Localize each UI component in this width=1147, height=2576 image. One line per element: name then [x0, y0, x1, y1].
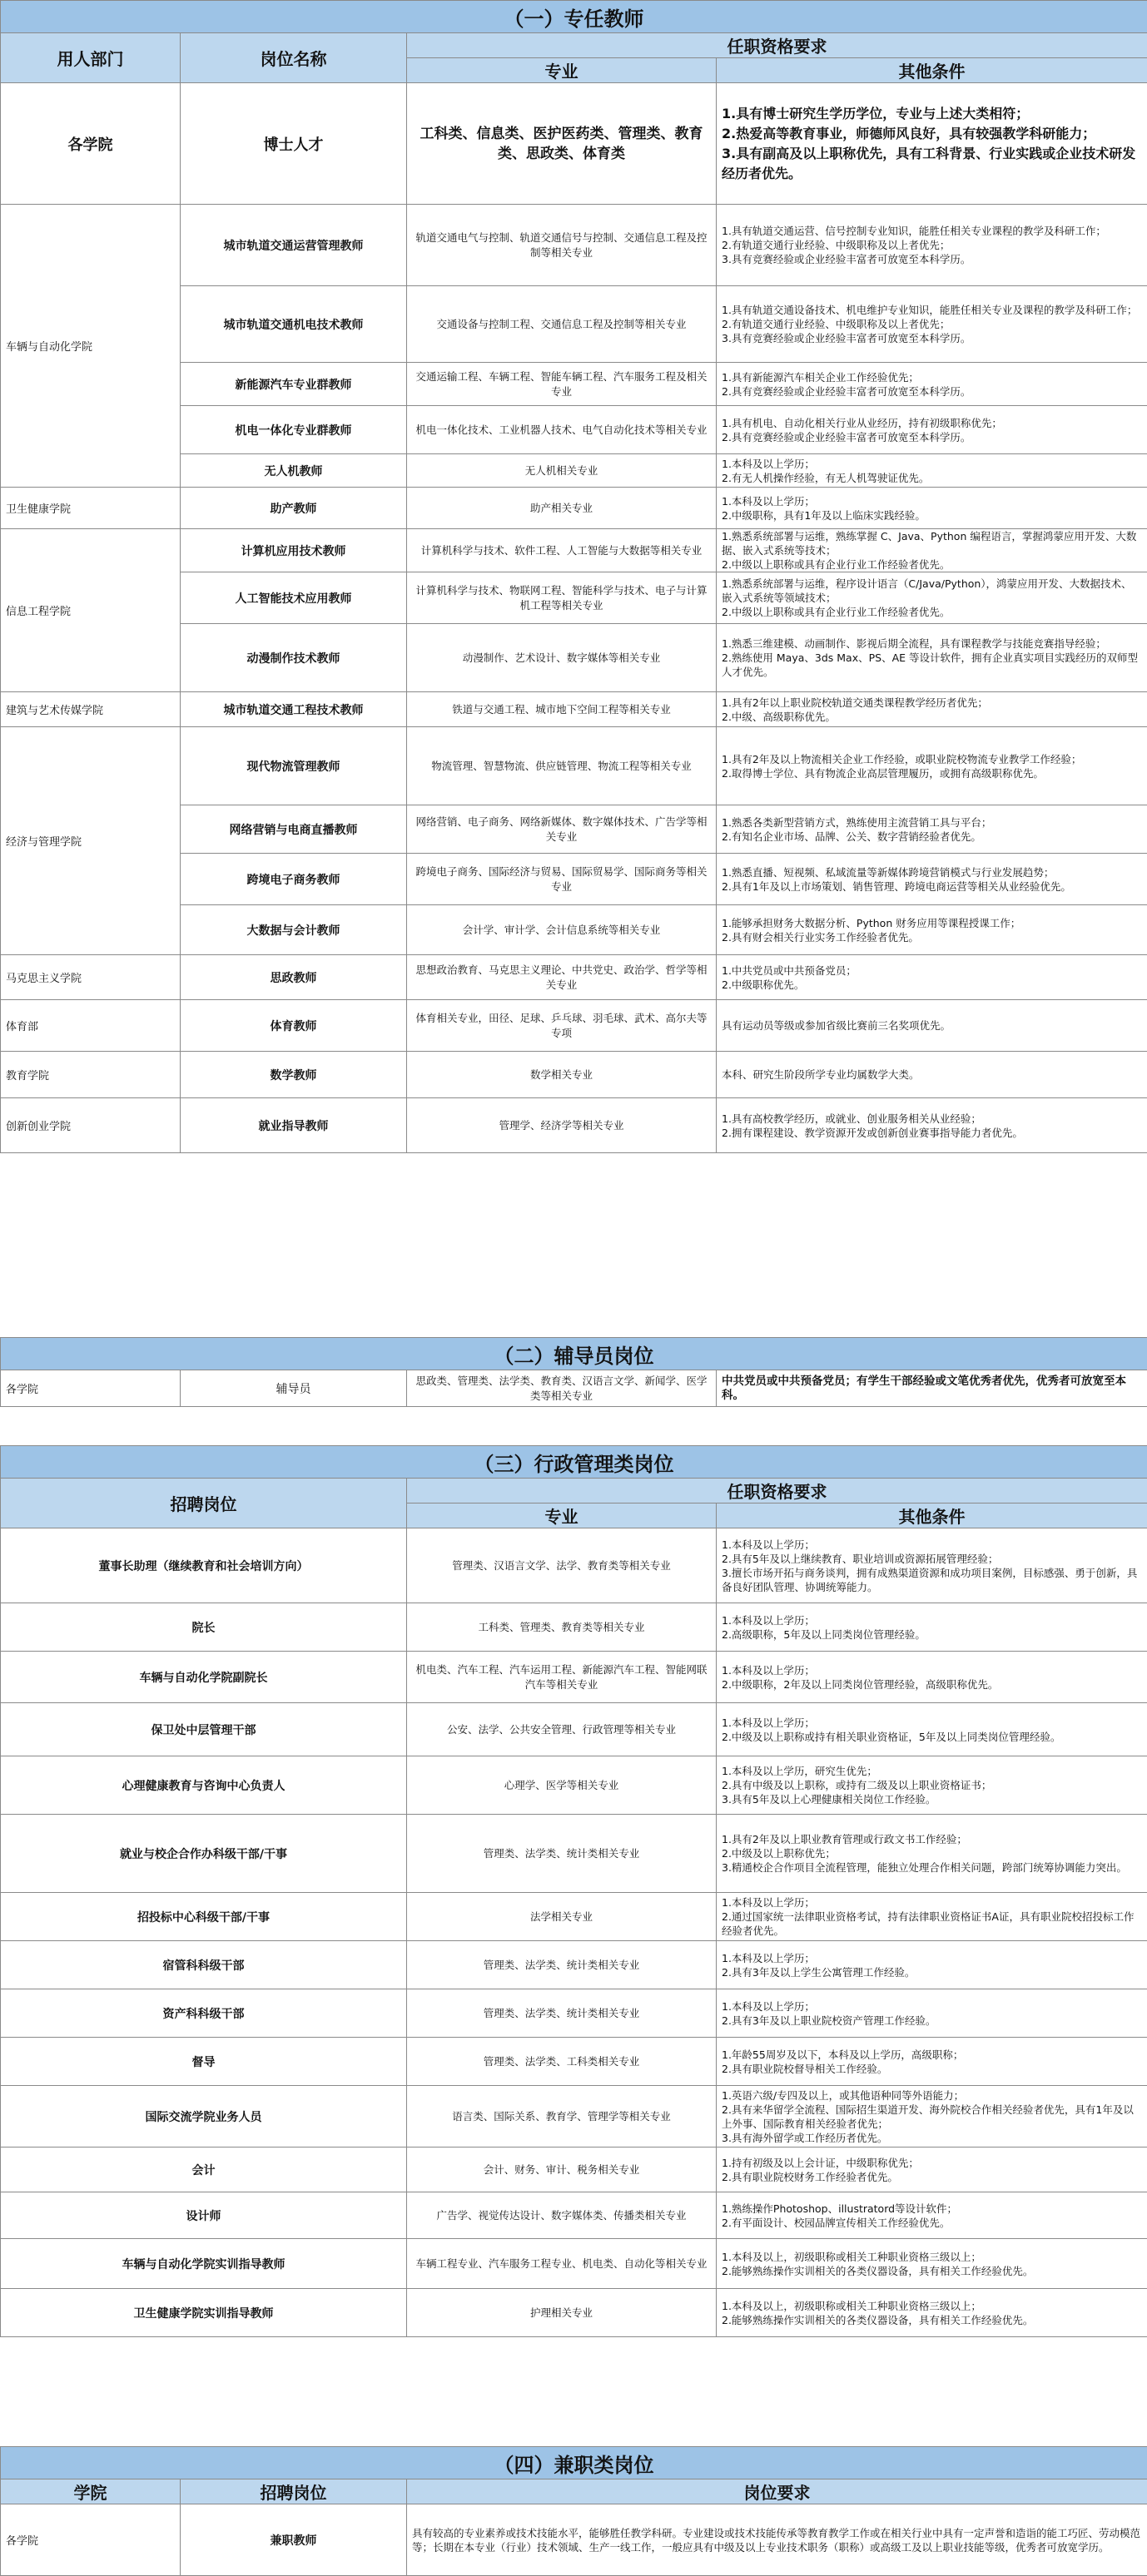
header-position: 招聘岗位	[181, 2479, 407, 2504]
requirement-line: 1.熟悉系统部署与运维，程序设计语言（C/Java/Python），鸿蒙应用开发、大数据技术、嵌入式系统等领域技术；	[722, 577, 1142, 605]
major-cell: 交通设备与控制工程、交通信息工程及控制等相关专业	[407, 286, 717, 363]
section-title: （四）兼职类岗位	[1, 2447, 1147, 2479]
major-cell: 护理相关专业	[407, 2289, 717, 2337]
table-row	[1, 2289, 1147, 2337]
position-cell: 设计师	[1, 2192, 407, 2239]
header-other: 其他条件	[717, 1503, 1147, 1528]
position-cell: 就业指导教师	[181, 1098, 407, 1153]
header-major: 专业	[407, 58, 717, 83]
requirement-line: 2.通过国家统一法律职业资格考试，持有法律职业资格证书A证，具有职业院校招投标工作经验者优先。	[722, 1910, 1142, 1938]
requirement-line: 2.具有财会相关行业实务工作经验者优先。	[722, 930, 1142, 944]
requirement-line: 2.具有中级及以上职称，或持有二级及以上职业资格证书；	[722, 1778, 1142, 1792]
position-cell: 城市轨道交通机电技术教师	[181, 286, 407, 363]
other-cell	[717, 2192, 1147, 2239]
major-cell: 管理学、经济学等相关专业	[407, 1098, 717, 1153]
major-cell: 法学相关专业	[407, 1893, 717, 1941]
requirement-line: 2.熟练使用 Maya、3ds Max、PS、AE 等设计软件，拥有企业真实项目实践经历的双师型人才优先。	[722, 651, 1142, 679]
position-cell: 就业与校企合作办科级干部/干事	[1, 1815, 407, 1893]
table-row	[1, 1941, 1147, 1989]
requirement-line: 1.本科及以上，初级职称或相关工种职业资格三级以上；	[722, 2299, 1142, 2313]
position-cell: 博士人才	[181, 83, 407, 205]
requirement-line: 2.能够熟练操作实训相关的各类仪器设备，具有相关工作经验优先。	[722, 2313, 1142, 2327]
requirement-line: 1.具有轨道交通设备技术、机电维护专业知识，能胜任相关专业及课程的教学及科研工作；	[722, 303, 1142, 317]
section-title: （一）专任教师	[1, 1, 1147, 33]
position-cell: 现代物流管理教师	[181, 727, 407, 805]
major-cell: 无人机相关专业	[407, 454, 717, 488]
requirement-line: 3.具有竞赛经验或企业经验丰富者可放宽至本科学历。	[722, 252, 1142, 266]
requirement-line: 1.具有博士研究生学历学位，专业与上述大类相符；	[722, 104, 1142, 124]
position-cell: 助产教师	[181, 488, 407, 529]
major-cell: 语言类、国际关系、教育学、管理学等相关专业	[407, 2086, 717, 2147]
table-row	[1, 2504, 1147, 2576]
position-cell: 兼职教师	[181, 2504, 407, 2576]
requirement-line: 1.本科及以上学历；	[722, 1895, 1142, 1910]
requirement-line: 2.高级职称，5年及以上同类岗位管理经验。	[722, 1627, 1142, 1642]
other-cell	[717, 1756, 1147, 1815]
requirement-line: 1.熟悉各类新型营销方式，熟练使用主流营销工具与平台；	[722, 815, 1142, 830]
other-cell	[717, 488, 1147, 529]
position-cell: 督导	[1, 2038, 407, 2086]
requirement-line: 2.具有竞赛经验或企业经验丰富者可放宽至本科学历。	[722, 430, 1142, 444]
table-row	[1, 1603, 1147, 1652]
other-cell	[717, 1703, 1147, 1756]
requirement-line: 2.有知名企业市场、品牌、公关、数字营销经验者优先。	[722, 830, 1142, 844]
requirement-line: 2.中级职称优先。	[722, 978, 1142, 992]
other-cell	[717, 905, 1147, 955]
position-cell: 新能源汽车专业群教师	[181, 363, 407, 406]
position-cell: 辅导员	[181, 1370, 407, 1407]
position-cell: 城市轨道交通运营管理教师	[181, 205, 407, 286]
table-row	[1, 205, 1147, 286]
requirement-line: 2.取得博士学位、具有物流企业高层管理履历，或拥有高级职称优先。	[722, 766, 1142, 780]
table-row	[1, 1989, 1147, 2038]
other-cell	[717, 83, 1147, 205]
position-cell: 心理健康教育与咨询中心负责人	[1, 1756, 407, 1815]
table-row	[1, 955, 1147, 1000]
requirement-line: 2.具有5年及以上继续教育、职业培训或资源拓展管理经验；	[722, 1552, 1142, 1566]
other-cell	[717, 955, 1147, 1000]
position-cell: 无人机教师	[181, 454, 407, 488]
requirement-line: 2.有无人机操作经验，有无人机驾驶证优先。	[722, 471, 1142, 485]
requirement-line: 2.中级职称，具有1年及以上临床实践经验。	[722, 508, 1142, 523]
other-cell	[717, 1098, 1147, 1153]
requirement-line: 具有运动员等级或参加省级比赛前三名奖项优先。	[722, 1018, 1142, 1033]
table-row	[1, 1893, 1147, 1941]
major-cell: 数学相关专业	[407, 1052, 717, 1098]
requirement-line: 1.中共党员或中共预备党员；	[722, 964, 1142, 978]
other-cell	[717, 805, 1147, 854]
major-cell: 助产相关专业	[407, 488, 717, 529]
other-cell	[717, 363, 1147, 406]
requirement-line: 3.具有5年及以上心理健康相关岗位工作经验。	[722, 1792, 1142, 1806]
requirement-line: 1.具有2年及以上职业教育管理或行政文书工作经验；	[722, 1832, 1142, 1846]
other-cell	[717, 624, 1147, 692]
major-cell: 管理类、法学类、统计类相关专业	[407, 1815, 717, 1893]
section-title: （二）辅导员岗位	[1, 1338, 1147, 1370]
position-cell: 资产科科级干部	[1, 1989, 407, 2038]
dept-cell: 教育学院	[1, 1052, 181, 1098]
other-cell	[717, 1815, 1147, 1893]
requirement-line: 2.拥有课程建设、教学资源开发或创新创业赛事指导能力者优先。	[722, 1126, 1142, 1140]
requirement-line: 1.熟悉直播、短视频、私域流量等新媒体跨境营销模式与行业发展趋势；	[722, 865, 1142, 879]
major-cell: 管理类、汉语言文学、法学、教育类等相关专业	[407, 1528, 717, 1603]
table-row	[1, 1815, 1147, 1893]
requirement-line: 1.持有初级及以上会计证，中级职称优先；	[722, 2156, 1142, 2170]
requirement-line: 3.具有海外留学或工作经历者优先。	[722, 2131, 1142, 2145]
section-title: （三）行政管理类岗位	[1, 1446, 1147, 1479]
other-cell	[717, 1893, 1147, 1941]
position-cell: 大数据与会计教师	[181, 905, 407, 955]
other-cell	[717, 529, 1147, 572]
requirement-line: 2.能够熟练操作实训相关的各类仪器设备，具有相关工作经验优先。	[722, 2264, 1142, 2278]
table-row	[1, 1370, 1147, 1407]
requirement-line: 1.本科及以上学历；	[722, 1613, 1142, 1627]
other-cell	[717, 2086, 1147, 2147]
major-cell: 会计学、审计学、会计信息系统等相关专业	[407, 905, 717, 955]
requirement-line: 2.中级及以上职称或持有相关职业资格证，5年及以上同类岗位管理经验。	[722, 1730, 1142, 1744]
dept-cell: 信息工程学院	[1, 529, 181, 692]
requirement-line: 2.中级以上职称或具有企业行业工作经验者优先。	[722, 605, 1142, 619]
other-cell	[717, 1000, 1147, 1052]
dept-cell: 各学院	[1, 2504, 181, 2576]
major-cell: 管理类、法学类、统计类相关专业	[407, 1989, 717, 2038]
major-cell: 管理类、法学类、工科类相关专业	[407, 2038, 717, 2086]
position-cell: 招投标中心科级干部/干事	[1, 1893, 407, 1941]
table-row	[1, 488, 1147, 529]
major-cell: 工科类、管理类、教育类等相关专业	[407, 1603, 717, 1652]
other-cell	[717, 1652, 1147, 1703]
other-cell	[717, 1603, 1147, 1652]
dept-cell: 建筑与艺术传媒学院	[1, 692, 181, 727]
other-cell	[717, 454, 1147, 488]
requirement-line: 2.中级以上职称或具有企业行业工作经验者优先。	[722, 557, 1142, 572]
requirements-cell: 具有较高的专业素养或技术技能水平，能够胜任教学科研。专业建设或技术技能传承等教育教学工作或在相关行业中具有一定声誉和造诣的能工巧匠、劳动模范等；长期在本专业（行业）技术领域、生产一线工作，一般应具有中级及以上专业技术职务（职称）或高级工及以上职业技能等级，优秀者可放宽学历。	[407, 2504, 1147, 2576]
major-cell: 交通运输工程、车辆工程、智能车辆工程、汽车服务工程及相关专业	[407, 363, 717, 406]
dept-cell: 体育部	[1, 1000, 181, 1052]
requirement-line: 1.具有机电、自动化相关行业从业经历，持有初级职称优先；	[722, 416, 1142, 430]
other-cell	[717, 205, 1147, 286]
other-cell	[717, 692, 1147, 727]
part-time-table	[0, 2446, 1147, 2576]
position-cell: 机电一体化专业群教师	[181, 406, 407, 454]
section-full-time-teachers	[0, 0, 1147, 1153]
position-cell: 保卫处中层管理干部	[1, 1703, 407, 1756]
table-row	[1, 1756, 1147, 1815]
table-row	[1, 2147, 1147, 2192]
dept-cell: 车辆与自动化学院	[1, 205, 181, 488]
requirement-line: 1.本科及以上学历；	[722, 1716, 1142, 1730]
major-cell: 工科类、信息类、医护医药类、管理类、教育类、思政类、体育类	[407, 83, 717, 205]
table-row	[1, 1000, 1147, 1052]
section-admin	[0, 1445, 1147, 2337]
header-requirements: 岗位要求	[407, 2479, 1147, 2504]
table-row	[1, 2192, 1147, 2239]
dept-cell: 各学院	[1, 83, 181, 205]
position-cell: 会计	[1, 2147, 407, 2192]
requirement-line: 1.本科及以上学历；	[722, 1538, 1142, 1552]
dept-cell: 经济与管理学院	[1, 727, 181, 955]
table-row	[1, 1052, 1147, 1098]
requirement-line: 1.具有新能源汽车相关企业工作经验优先；	[722, 370, 1142, 384]
requirement-line: 2.具有1年及以上市场策划、销售管理、跨境电商运营等相关从业经验优先。	[722, 879, 1142, 894]
position-cell: 体育教师	[181, 1000, 407, 1052]
requirement-line: 1.本科及以上学历；	[722, 1951, 1142, 1965]
requirement-line: 3.精通校企合作项目全流程管理，能独立处理合作相关问题，跨部门统筹协调能力突出。	[722, 1860, 1142, 1875]
table-row	[1, 692, 1147, 727]
requirement-line: 本科、研究生阶段所学专业均属数学大类。	[722, 1068, 1142, 1082]
major-cell: 体育相关专业，田径、足球、乒乓球、羽毛球、武术、高尔夫等专项	[407, 1000, 717, 1052]
requirement-line: 2.有轨道交通行业经验、中级职称及以上者优先；	[722, 317, 1142, 331]
requirement-line: 1.英语六级/专四及以上，或其他语种同等外语能力；	[722, 2088, 1142, 2103]
other-cell	[717, 2038, 1147, 2086]
requirement-line: 1.熟练操作Photoshop、illustratord等设计软件；	[722, 2202, 1142, 2216]
position-cell: 国际交流学院业务人员	[1, 2086, 407, 2147]
section-counselor	[0, 1337, 1147, 1407]
requirement-line: 1.能够承担财务大数据分析、Python 财务应用等课程授课工作；	[722, 916, 1142, 930]
position-cell: 院长	[1, 1603, 407, 1652]
major-cell: 广告学、视觉传达设计、数字媒体类、传播类相关专业	[407, 2192, 717, 2239]
table-row	[1, 83, 1147, 205]
requirement-line: 3.具有竞赛经验或企业经验丰富者可放宽至本科学历。	[722, 331, 1142, 345]
major-cell: 管理类、法学类、统计类相关专业	[407, 1941, 717, 1989]
table-row	[1, 1703, 1147, 1756]
header-dept: 学院	[1, 2479, 181, 2504]
dept-cell: 创新创业学院	[1, 1098, 181, 1153]
dept-cell: 马克思主义学院	[1, 955, 181, 1000]
requirement-line: 2.具有来华留学全流程、国际招生渠道开发、海外院校合作相关经验者优先，具有1年及以上外事、国际教育相关经验者优先；	[722, 2103, 1142, 2131]
major-cell: 机电类、汽车工程、汽车运用工程、新能源汽车工程、智能网联汽车等相关专业	[407, 1652, 717, 1703]
position-cell: 车辆与自动化学院副院长	[1, 1652, 407, 1703]
table-row	[1, 1528, 1147, 1603]
requirement-line: 1.熟悉系统部署与运维，熟练掌握 C、Java、Python 编程语言，掌握鸿蒙应用开发、大数据、嵌入式系统等技术；	[722, 529, 1142, 557]
other-cell	[717, 406, 1147, 454]
other-cell	[717, 1941, 1147, 1989]
requirement-line: 1.具有2年及以上物流相关企业工作经验，或职业院校物流专业教学工作经验；	[722, 752, 1142, 766]
major-cell: 轨道交通电气与控制、轨道交通信号与控制、交通信息工程及控制等相关专业	[407, 205, 717, 286]
other-cell	[717, 2239, 1147, 2289]
major-cell: 会计、财务、审计、税务相关专业	[407, 2147, 717, 2192]
requirement-line: 1.具有高校教学经历，或就业、创业服务相关从业经验；	[722, 1112, 1142, 1126]
table-row	[1, 2239, 1147, 2289]
requirement-line: 1.本科及以上学历，研究生优先；	[722, 1764, 1142, 1778]
header-position: 招聘岗位	[1, 1479, 407, 1528]
requirement-line: 2.具有职业院校财务工作经验者优先。	[722, 2170, 1142, 2184]
major-cell: 计算机科学与技术、软件工程、人工智能与大数据等相关专业	[407, 529, 717, 572]
position-cell: 网络营销与电商直播教师	[181, 805, 407, 854]
header-other: 其他条件	[717, 58, 1147, 83]
position-cell: 动漫制作技术教师	[181, 624, 407, 692]
requirement-line: 2.具有竞赛经验或企业经验丰富者可放宽至本科学历。	[722, 384, 1142, 399]
requirement-line: 1.年龄55周岁及以下，本科及以上学历，高级职称；	[722, 2048, 1142, 2062]
header-requirements: 任职资格要求	[407, 33, 1147, 58]
requirement-line: 1.具有2年以上职业院校轨道交通类课程教学经历者优先；	[722, 696, 1142, 710]
position-cell: 思政教师	[181, 955, 407, 1000]
position-cell: 城市轨道交通工程技术教师	[181, 692, 407, 727]
other-cell	[717, 2289, 1147, 2337]
requirement-line: 1.具有轨道交通运营、信号控制专业知识，能胜任相关专业课程的教学及科研工作；	[722, 224, 1142, 238]
requirement-line: 2.中级职称，2年及以上同类岗位管理经验，高级职称优先。	[722, 1677, 1142, 1692]
table-row	[1, 2038, 1147, 2086]
requirement-line: 1.本科及以上学历；	[722, 1663, 1142, 1677]
position-cell: 数学教师	[181, 1052, 407, 1098]
requirement-line: 1.熟悉三维建模、动画制作、影视后期全流程，具有课程教学与技能竞赛指导经验；	[722, 637, 1142, 651]
requirement-line: 2.具有3年及以上学生公寓管理工作经验。	[722, 1965, 1142, 1979]
position-cell: 人工智能技术应用教师	[181, 572, 407, 624]
header-major: 专业	[407, 1503, 717, 1528]
requirement-line: 2.有平面设计、校园品牌宣传相关工作经验优先。	[722, 2216, 1142, 2230]
major-cell: 动漫制作、艺术设计、数字媒体等相关专业	[407, 624, 717, 692]
other-cell	[717, 1989, 1147, 2038]
requirement-line: 3.具有副高及以上职称优先，具有工科背景、行业实践或企业技术研发经历者优先。	[722, 144, 1142, 184]
major-cell: 计算机科学与技术、物联网工程、智能科学与技术、电子与计算机工程等相关专业	[407, 572, 717, 624]
major-cell: 铁道与交通工程、城市地下空间工程等相关专业	[407, 692, 717, 727]
requirement-line: 3.擅长市场开拓与商务谈判，拥有成熟渠道资源和成功项目案例，目标感强、勇于创新，具备良好团队管理、协调统筹能力。	[722, 1566, 1142, 1594]
major-cell: 思政类、管理类、法学类、教育类、汉语言文学、新闻学、医学类等相关专业	[407, 1370, 717, 1407]
other-cell	[717, 1052, 1147, 1098]
requirement-line: 2.中级、高级职称优先。	[722, 710, 1142, 724]
other-cell: 中共党员或中共预备党员；有学生干部经验或文笔优秀者优先，优秀者可放宽至本科。	[717, 1370, 1147, 1407]
position-cell: 车辆与自动化学院实训指导教师	[1, 2239, 407, 2289]
dept-cell: 各学院	[1, 1370, 181, 1407]
full-time-teachers-table	[0, 0, 1147, 1153]
position-cell: 宿管科科级干部	[1, 1941, 407, 1989]
requirement-line: 2.有轨道交通行业经验、中级职称及以上者优先；	[722, 238, 1142, 252]
requirement-line: 2.具有3年及以上职业院校资产管理工作经验。	[722, 2014, 1142, 2028]
other-cell	[717, 2147, 1147, 2192]
requirement-line: 2.热爱高等教育事业，师德师风良好，具有较强教学科研能力；	[722, 124, 1142, 144]
requirement-line: 2.具有职业院校督导相关工作经验。	[722, 2062, 1142, 2076]
requirement-line: 1.本科及以上学历；	[722, 457, 1142, 471]
position-cell: 卫生健康学院实训指导教师	[1, 2289, 407, 2337]
major-cell: 机电一体化技术、工业机器人技术、电气自动化技术等相关专业	[407, 406, 717, 454]
other-cell	[717, 727, 1147, 805]
other-cell	[717, 1528, 1147, 1603]
requirement-line: 1.本科及以上学历；	[722, 1999, 1142, 2014]
major-cell: 物流管理、智慧物流、供应链管理、物流工程等相关专业	[407, 727, 717, 805]
table-row	[1, 1098, 1147, 1153]
other-cell	[717, 286, 1147, 363]
requirement-line: 1.本科及以上，初级职称或相关工种职业资格三级以上；	[722, 2250, 1142, 2264]
major-cell: 思想政治教育、马克思主义理论、中共党史、政治学、哲学等相关专业	[407, 955, 717, 1000]
admin-table	[0, 1445, 1147, 2337]
other-cell	[717, 854, 1147, 905]
requirement-line: 2.中级及以上职称优先；	[722, 1846, 1142, 1860]
major-cell: 公安、法学、公共安全管理、行政管理等相关专业	[407, 1703, 717, 1756]
table-row	[1, 727, 1147, 805]
requirement-line: 1.本科及以上学历；	[722, 494, 1142, 508]
table-row	[1, 2086, 1147, 2147]
table-row	[1, 529, 1147, 572]
dept-cell: 卫生健康学院	[1, 488, 181, 529]
table-row	[1, 1652, 1147, 1703]
other-cell	[717, 572, 1147, 624]
major-cell: 心理学、医学等相关专业	[407, 1756, 717, 1815]
major-cell: 车辆工程专业、汽车服务工程专业、机电类、自动化等相关专业	[407, 2239, 717, 2289]
header-position: 岗位名称	[181, 33, 407, 83]
header-requirements: 任职资格要求	[407, 1479, 1147, 1503]
position-cell: 跨境电子商务教师	[181, 854, 407, 905]
major-cell: 网络营销、电子商务、网络新媒体、数字媒体技术、广告学等相关专业	[407, 805, 717, 854]
position-cell: 董事长助理（继续教育和社会培训方向）	[1, 1528, 407, 1603]
position-cell: 计算机应用技术教师	[181, 529, 407, 572]
section-part-time	[0, 2446, 1147, 2576]
header-dept: 用人部门	[1, 33, 181, 83]
counselor-table	[0, 1337, 1147, 1407]
major-cell: 跨境电子商务、国际经济与贸易、国际贸易学、国际商务等相关专业	[407, 854, 717, 905]
